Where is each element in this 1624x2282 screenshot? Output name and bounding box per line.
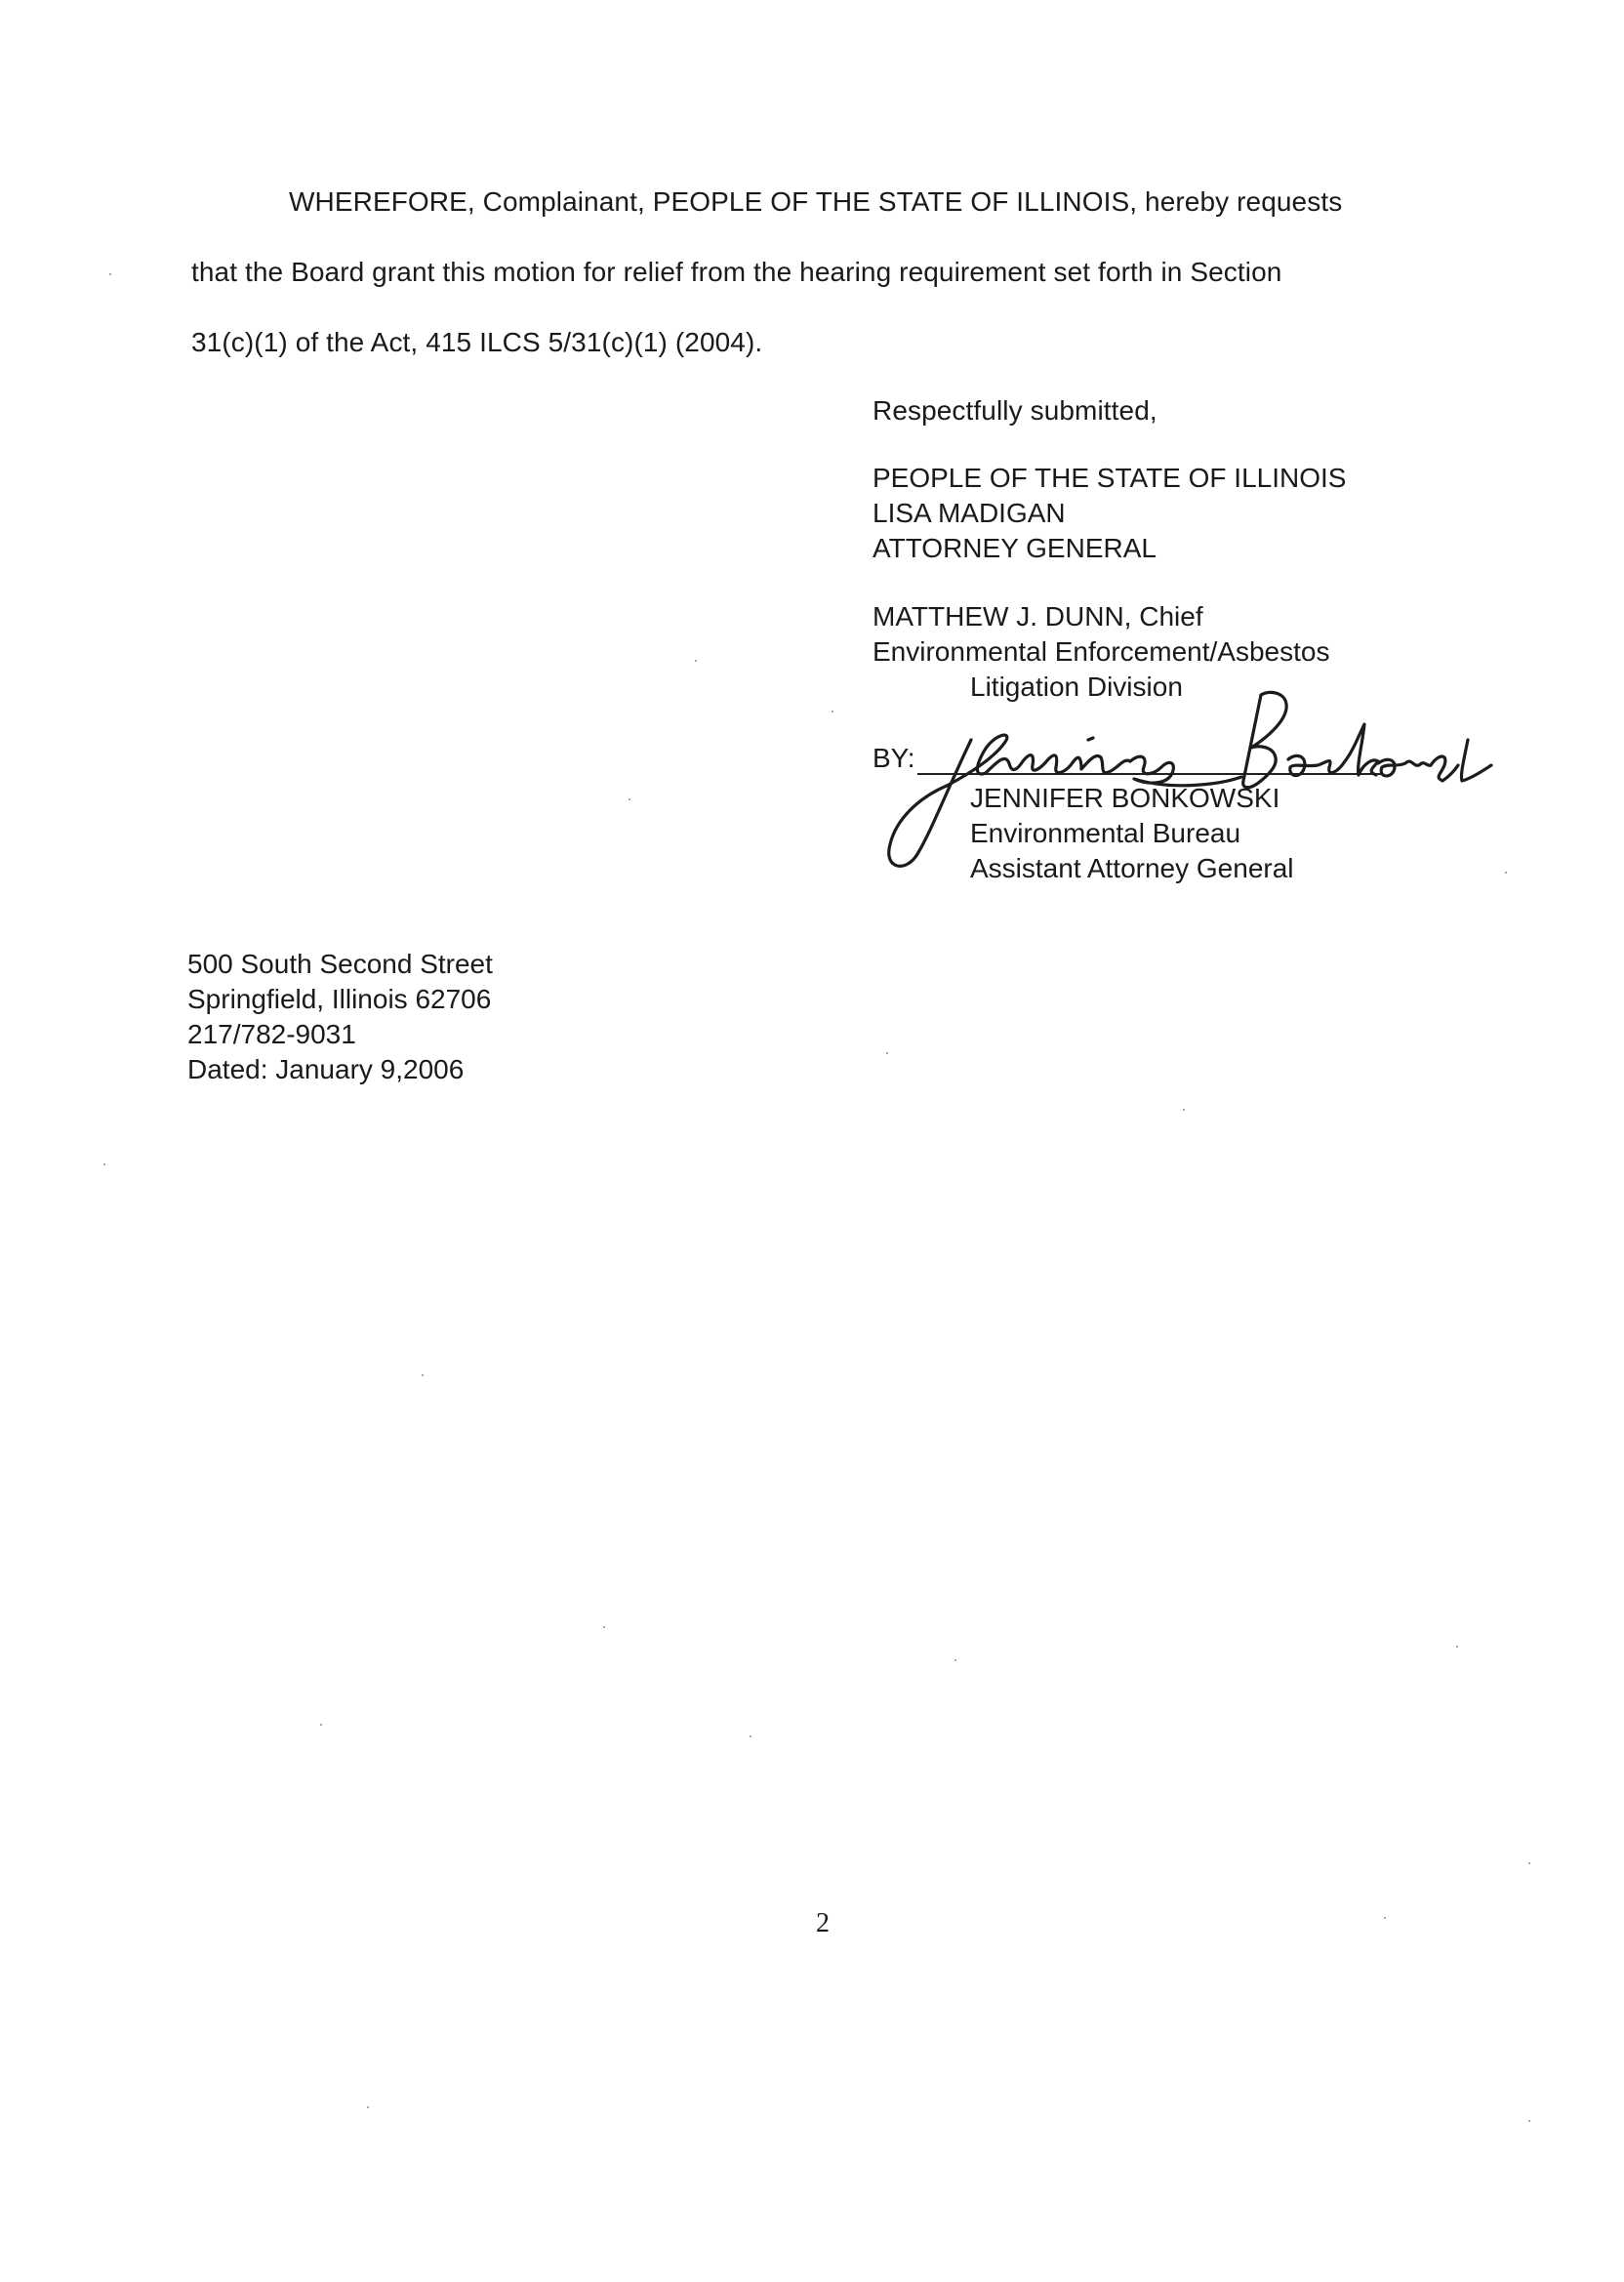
scan-speck bbox=[1528, 2120, 1530, 2122]
paragraph-line-2: that the Board grant this motion for relief from the hearing requirement set forth in Section bbox=[191, 257, 1282, 287]
scan-speck bbox=[629, 798, 630, 800]
division-block-line: Environmental Enforcement/Asbestos bbox=[873, 636, 1330, 667]
scan-speck bbox=[103, 1163, 105, 1165]
signer-block-line: Environmental Bureau bbox=[970, 818, 1241, 848]
party-block-line: ATTORNEY GENERAL bbox=[873, 533, 1157, 563]
party-block bbox=[873, 461, 1346, 566]
scan-speck bbox=[367, 2106, 369, 2108]
paragraph-line-3: 31(c)(1) of the Act, 415 ILCS 5/31(c)(1) (2004). bbox=[191, 327, 763, 357]
signer-block bbox=[970, 781, 1294, 886]
party-block-line: LISA MADIGAN bbox=[873, 498, 1066, 528]
address-line: 500 South Second Street bbox=[187, 949, 493, 979]
scan-speck bbox=[1528, 1862, 1530, 1864]
party-block-line: PEOPLE OF THE STATE OF ILLINOIS bbox=[873, 463, 1347, 493]
scan-speck bbox=[1456, 1646, 1458, 1648]
address-line: 217/782-9031 bbox=[187, 1019, 356, 1049]
scan-speck bbox=[695, 660, 697, 662]
scan-speck bbox=[832, 711, 833, 713]
scan-speck bbox=[1183, 1109, 1185, 1111]
paragraph-line-1: WHEREFORE, Complainant, PEOPLE OF THE STATE OF ILLINOIS, hereby requests bbox=[289, 186, 1343, 217]
closing-line: Respectfully submitted, bbox=[873, 395, 1157, 426]
scan-speck bbox=[320, 1724, 322, 1726]
address-line: Springfield, Illinois 62706 bbox=[187, 984, 492, 1014]
signature-by-label: BY: bbox=[873, 743, 915, 773]
scan-speck bbox=[1505, 872, 1507, 874]
scan-speck bbox=[954, 1659, 956, 1661]
scan-speck bbox=[1384, 1917, 1386, 1919]
address-block bbox=[187, 947, 493, 1087]
signer-block-line: JENNIFER BONKOWSKI bbox=[970, 783, 1280, 813]
page-number: 2 bbox=[816, 1908, 830, 1938]
scan-speck bbox=[422, 1374, 424, 1376]
division-block-line: Litigation Division bbox=[970, 672, 1183, 702]
division-block-line: MATTHEW J. DUNN, Chief bbox=[873, 601, 1203, 632]
scan-speck bbox=[750, 1735, 751, 1737]
scan-speck bbox=[886, 1052, 888, 1054]
signer-block-line: Assistant Attorney General bbox=[970, 853, 1294, 883]
scan-speck bbox=[603, 1626, 605, 1628]
address-line: Dated: January 9,2006 bbox=[187, 1054, 465, 1084]
scan-speck bbox=[109, 273, 111, 275]
